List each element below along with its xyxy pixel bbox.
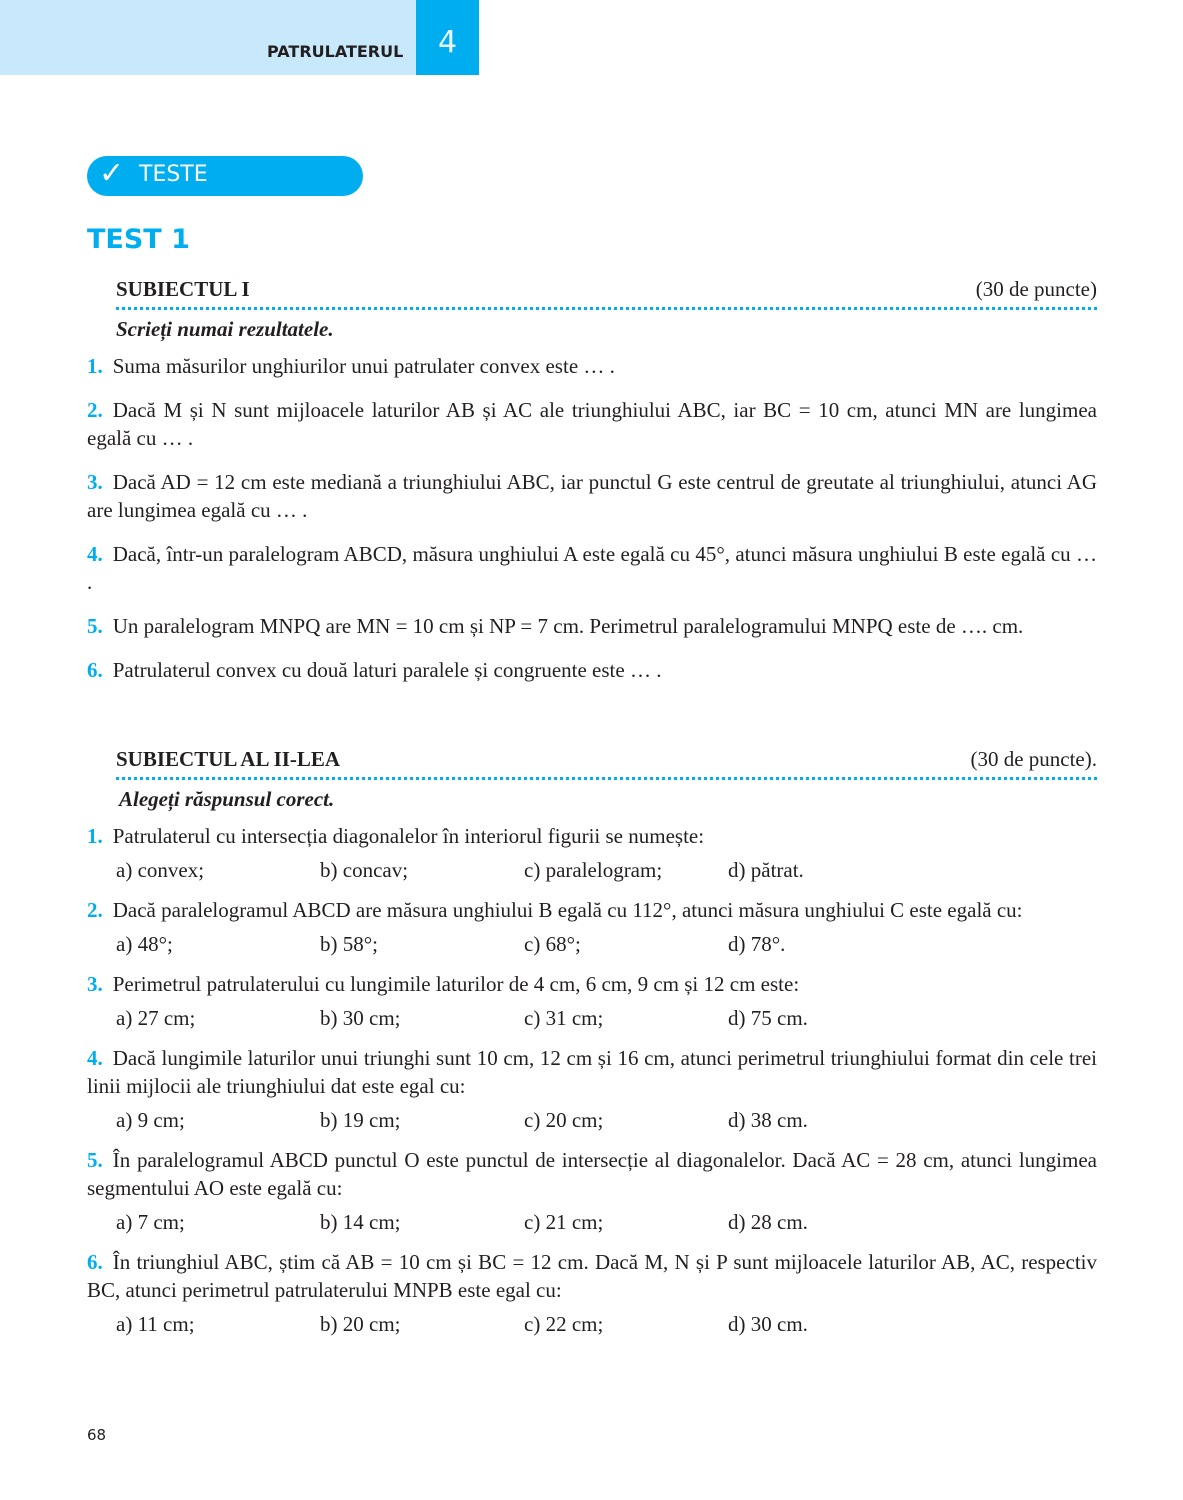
answer-option: d) 30 cm. — [728, 1312, 808, 1336]
question — [87, 612, 1097, 640]
question — [87, 656, 1097, 684]
answer-option: b) 14 cm; — [320, 1210, 401, 1234]
question — [87, 540, 1097, 596]
subject-name: SUBIECTUL AL II-LEA — [116, 747, 341, 771]
answer-option: d) 78°. — [728, 932, 786, 956]
chapter-title: PATRULATERUL — [267, 42, 404, 61]
question — [87, 896, 1097, 924]
answer-option: d) 38 cm. — [728, 1108, 808, 1132]
answer-option: b) concav; — [320, 858, 409, 882]
answer-options — [116, 856, 1097, 884]
question-text: Dacă M și N sunt mijloacele laturilor AB și AC ale triunghiului ABC, iar BC = 10 cm, atunci MN are lungimea egală cu … . — [87, 398, 1097, 450]
question — [87, 822, 1097, 850]
question-text: Patrulaterul cu intersecția diagonalelor în interiorul figurii se numește: — [112, 824, 705, 848]
section-spacer — [87, 684, 1097, 746]
test-title: TEST 1 — [87, 224, 190, 255]
subject-instruction: Scrieți numai rezultatele. — [116, 317, 334, 341]
question-text: Perimetrul patrulaterului cu lungimile laturilor de 4 cm, 6 cm, 9 cm și 12 cm este: — [112, 972, 800, 996]
answer-option: d) 28 cm. — [728, 1210, 808, 1234]
chapter-header-band — [0, 0, 416, 75]
answer-option: b) 30 cm; — [320, 1006, 401, 1030]
answer-option: c) paralelogram; — [524, 858, 663, 882]
answer-option: a) 7 cm; — [116, 1210, 185, 1234]
question-number: 3. — [87, 470, 103, 494]
section-badge — [87, 156, 363, 196]
question — [87, 468, 1097, 524]
question-text: Un paralelogram MNPQ are MN = 10 cm și NP = 7 cm. Perimetrul paralelogramului MNPQ este de …. cm. — [112, 614, 1024, 638]
question — [87, 352, 1097, 380]
answer-option: a) 9 cm; — [116, 1108, 185, 1132]
question-text: Dacă AD = 12 cm este mediană a triunghiului ABC, iar punctul G este centrul de greutate al triunghiului, atunci AG are lungimea egală cu … . — [87, 470, 1097, 522]
answer-options — [116, 930, 1097, 958]
answer-option: a) convex; — [116, 858, 205, 882]
subject-1-questions — [87, 352, 1097, 684]
answer-option: c) 31 cm; — [524, 1006, 604, 1030]
subject-name: SUBIECTUL I — [116, 277, 250, 301]
answer-options — [116, 1106, 1097, 1134]
subject-points: (30 de puncte) — [975, 277, 1097, 301]
question-text: Dacă lungimile laturilor unui triunghi sunt 10 cm, 12 cm și 16 cm, atunci perimetrul triunghiului format din cele trei linii mijlocii ale triunghiului dat este egal cu: — [87, 1046, 1097, 1098]
question-number: 2. — [87, 898, 103, 922]
question — [87, 970, 1097, 998]
answer-option: d) 75 cm. — [728, 1006, 808, 1030]
question-number: 1. — [87, 354, 103, 378]
answer-options — [116, 1004, 1097, 1032]
answer-option: b) 19 cm; — [320, 1108, 401, 1132]
answer-option: a) 11 cm; — [116, 1312, 195, 1336]
answer-options — [116, 1310, 1097, 1338]
subject-2-questions — [87, 822, 1097, 1338]
question — [87, 1146, 1097, 1202]
question — [87, 396, 1097, 452]
question-number: 5. — [87, 614, 103, 638]
answer-option: c) 22 cm; — [524, 1312, 604, 1336]
subject-2-header — [116, 746, 1097, 772]
question-text: În triunghiul ABC, știm că AB = 10 cm și BC = 12 cm. Dacă M, N și P sunt mijloacele laturilor AB, AC, respectiv BC, atunci perimetrul patrulaterului MNPB este egal cu: — [87, 1250, 1097, 1302]
question-number: 4. — [87, 1046, 103, 1070]
dotted-divider — [116, 777, 1097, 780]
question-number: 5. — [87, 1148, 103, 1172]
question-text: Dacă, într-un paralelogram ABCD, măsura unghiului A este egală cu 45°, atunci măsura unghiului B este egală cu … . — [87, 542, 1097, 594]
question-text: Suma măsurilor unghiurilor unui patrulater convex este … . — [112, 354, 615, 378]
subject-points: (30 de puncte). — [970, 747, 1097, 771]
answer-option: c) 21 cm; — [524, 1210, 604, 1234]
answer-option: d) pătrat. — [728, 858, 804, 882]
question-number: 4. — [87, 542, 103, 566]
chapter-number: 4 — [416, 0, 479, 75]
question-number: 2. — [87, 398, 103, 422]
question-number: 3. — [87, 972, 103, 996]
test-content — [87, 276, 1097, 1338]
answer-option: c) 68°; — [524, 932, 581, 956]
question-text: Patrulaterul convex cu două laturi paralele și congruente este … . — [112, 658, 662, 682]
question-text: Dacă paralelogramul ABCD are măsura unghiului B egală cu 112°, atunci măsura unghiului C este egală cu: — [112, 898, 1023, 922]
question-text: În paralelogramul ABCD punctul O este punctul de intersecție al diagonalelor. Dacă AC = 28 cm, atunci lungimea segmentului AO este egală cu: — [87, 1148, 1097, 1200]
subject-instruction: Alegeți răspunsul corect. — [119, 787, 335, 811]
subject-1-header — [116, 276, 1097, 302]
answer-option: b) 58°; — [320, 932, 378, 956]
answer-option: c) 20 cm; — [524, 1108, 604, 1132]
page-number: 68 — [87, 1426, 107, 1444]
answer-option: a) 27 cm; — [116, 1006, 196, 1030]
question-number: 1. — [87, 824, 103, 848]
question-number: 6. — [87, 1250, 103, 1274]
question — [87, 1044, 1097, 1100]
checkmark-icon: ✓ — [99, 156, 125, 191]
answer-option: a) 48°; — [116, 932, 173, 956]
question-number: 6. — [87, 658, 103, 682]
dotted-divider — [116, 307, 1097, 310]
answer-options — [116, 1208, 1097, 1236]
section-badge-label: TESTE — [139, 162, 208, 187]
question — [87, 1248, 1097, 1304]
answer-option: b) 20 cm; — [320, 1312, 401, 1336]
